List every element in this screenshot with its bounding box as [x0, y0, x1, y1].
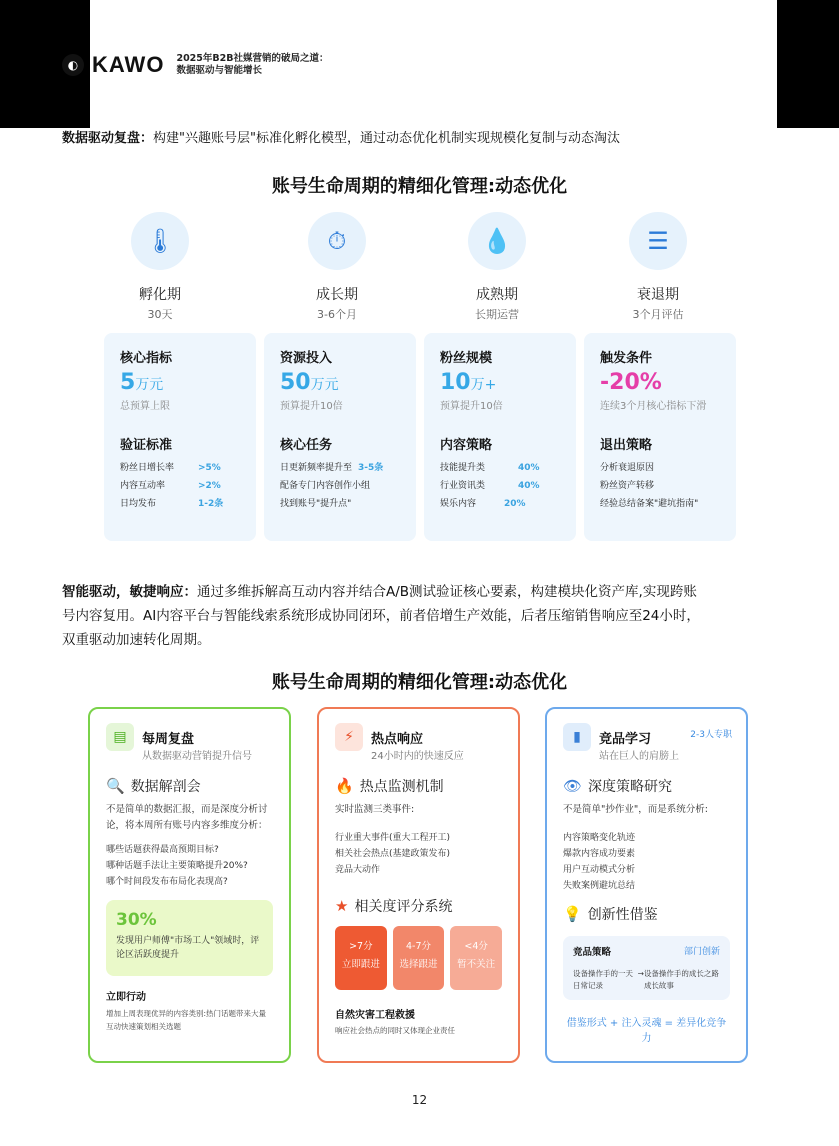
- card-row: 内容互动率 >2%: [120, 481, 221, 491]
- action-text: 增加上周表现优异的内容类别:热门话题带来大量互动快速策划相关选题: [106, 1009, 267, 1031]
- section1-title: 账号生命周期的精细化管理:动态优化: [271, 176, 568, 197]
- header-subtitle-line2: 数据驱动与智能增长: [176, 65, 262, 76]
- card-mature: [424, 333, 576, 541]
- example-text: 响应社会热点的同时又体现企业责任: [335, 1026, 455, 1035]
- stage-decline: [598, 212, 718, 322]
- card-metric: 5万元: [120, 370, 164, 395]
- intro2-text: 通过多维拆解高互动内容并结合A/B测试验证核心要素，构建模块化资产库,实现跨账号内容复用。AI内容平台与智能线索系统形成协同闭环，前者倍增生产效能，后者压缩销售响应至24小时，双重驱动加速转化周期。: [62, 584, 700, 648]
- descending-bars-icon: ☰: [629, 212, 687, 270]
- stage-growth: [277, 212, 397, 322]
- panel-subtitle: 站在巨人的肩膀上: [599, 751, 679, 762]
- card-row: 分析衰退原因: [600, 463, 655, 473]
- list-item: 哪种话题手法让主要策略提升20%?: [106, 861, 248, 871]
- panel-text: 实时监测三类事件:: [335, 804, 415, 815]
- intro-paragraph-2: [62, 580, 702, 652]
- eye-icon: 👁: [563, 777, 583, 795]
- card-row: 找到账号"提升点": [280, 499, 352, 509]
- lightning-icon: ⚡: [335, 723, 363, 751]
- panel-heading-2: 💡 创新性借鉴: [563, 905, 658, 923]
- panel-list: [106, 842, 273, 890]
- card-heading: 触发条件: [600, 351, 653, 366]
- stage-duration: 3-6个月: [317, 308, 357, 321]
- list-item: 行业重大事件(重大工程开工): [335, 833, 451, 843]
- stage-name: 衰退期: [637, 287, 679, 303]
- panel-subtitle: 从数据驱动营销提升信号: [142, 751, 252, 762]
- stage-name: 成长期: [316, 287, 358, 303]
- stage-incubation: [100, 212, 220, 322]
- flame-icon: 🔥: [335, 777, 354, 795]
- list-item: 哪些话题获得最高预期目标?: [106, 845, 219, 855]
- card-heading: 核心指标: [120, 351, 173, 366]
- thermometer-icon: 🌡: [131, 212, 189, 270]
- flow-left: 设备操作手的一天 日常记录: [573, 969, 633, 990]
- panel-hot-response: [317, 707, 520, 1063]
- card-incubation: [104, 333, 256, 541]
- intro2-lead: 智能驱动，敏捷响应：: [62, 584, 197, 600]
- score-box-high: >7分 立即跟进: [335, 926, 387, 990]
- card-note: 预算提升10倍: [440, 401, 503, 412]
- card-metric: 10万+: [440, 370, 497, 395]
- score-row: [335, 926, 502, 990]
- list-item: 哪个时间段发布布局化表现高?: [106, 877, 228, 887]
- panel-competitor-study: [545, 707, 748, 1063]
- panel-title: 竞品学习: [599, 731, 652, 747]
- panel-weekly-review: [88, 707, 291, 1063]
- card-row: 行业资讯类 40%: [440, 481, 540, 491]
- card-row: 经验总结备案"避坑指南": [600, 499, 699, 509]
- book-icon: ▮: [563, 723, 591, 751]
- page-number: 12: [411, 1093, 428, 1107]
- stage-name: 成熟期: [476, 287, 518, 303]
- header-subtitle: [176, 53, 328, 77]
- flow-right: 设备操作手的成长之路 成长故事: [643, 969, 719, 990]
- card-row: 粉丝日增长率 >5%: [120, 463, 221, 473]
- card-row: 粉丝资产转移: [600, 481, 655, 491]
- card-growth: [264, 333, 416, 541]
- panel-heading-2: ★ 相关度评分系统: [335, 897, 453, 915]
- kawo-logo-icon: ◐: [62, 54, 84, 76]
- list-item: 失败案例避坑总结: [563, 881, 636, 891]
- panel-heading: 🔥 热点监测机制: [335, 777, 444, 795]
- score-box-low: <4分 暂不关注: [450, 926, 502, 990]
- card-row: 娱乐内容 20%: [440, 499, 526, 509]
- stage-duration: 30天: [147, 308, 173, 321]
- list-item: 相关社会热点(基建政策发布): [335, 849, 451, 859]
- card-decline: [584, 333, 736, 541]
- panel-list: [563, 830, 730, 894]
- card-note: 连续3个月核心指标下滑: [600, 401, 707, 412]
- lifecycle-stages: [100, 212, 740, 322]
- stage-duration: 3个月评估: [632, 308, 684, 321]
- intro-paragraph-1: [62, 127, 782, 146]
- document-icon: ▤: [106, 723, 134, 751]
- search-icon: 🔍: [106, 777, 125, 795]
- star-icon: ★: [335, 897, 349, 915]
- water-drop-icon: 💧: [468, 212, 526, 270]
- panel-list: [335, 830, 502, 878]
- card-row: 配备专门内容创作小组: [280, 481, 371, 491]
- highlight-number: 30%: [116, 910, 157, 930]
- card-subheading: 退出策略: [600, 438, 653, 453]
- action-heading: 立即行动: [106, 992, 146, 1003]
- card-note: 预算提升10倍: [280, 401, 343, 412]
- highlight-text: 发现用户师傅"市场工人"领域时，评论区活跃度提升: [116, 936, 260, 960]
- stage-cards: [104, 333, 736, 541]
- stopwatch-icon: ⏱: [308, 212, 366, 270]
- card-metric: 50万元: [280, 370, 339, 395]
- panel-subtitle: 24小时内的快速反应: [371, 751, 464, 762]
- example-heading: 自然灾害工程救援: [335, 1010, 415, 1021]
- panel-footer-formula: 借鉴形式 + 注入灵魂 = 差异化竞争力: [566, 1018, 727, 1044]
- panel-title: 每周复盘: [142, 731, 195, 747]
- panel-title: 热点响应: [371, 731, 424, 747]
- card-note: 总预算上限: [120, 401, 170, 412]
- highlight-box: [106, 900, 273, 976]
- arrow-right-icon: →: [637, 969, 644, 978]
- score-box-mid: 4-7分 选择跟进: [393, 926, 445, 990]
- stage-mature: [437, 212, 557, 322]
- logo-text: KAWO: [92, 52, 165, 77]
- card-heading: 粉丝规模: [440, 351, 493, 366]
- card-metric: -20%: [600, 370, 662, 395]
- list-item: 内容策略变化轨迹: [563, 833, 636, 843]
- card-heading: 资源投入: [280, 351, 333, 366]
- panel-text: 不是简单"抄作业"，而是系统分析:: [563, 804, 708, 815]
- comparison-flow: [573, 968, 720, 992]
- comparison-tag: 部门创新: [683, 947, 720, 957]
- card-subheading: 验证标准: [120, 438, 173, 453]
- strategy-panels: [88, 707, 748, 1063]
- header-subtitle-line1: 2025年B2B社媒营销的破局之道：: [176, 53, 329, 64]
- comparison-heading: 竞品策略: [573, 947, 612, 958]
- list-item: 爆款内容成功要素: [563, 849, 636, 859]
- panel-text: 不是简单的数据汇报，而是深度分析讨论，将本周所有账号内容多维度分析：: [106, 804, 268, 831]
- stage-duration: 长期运营: [475, 308, 519, 321]
- comparison-box: [563, 936, 730, 1000]
- corner-block-right: [777, 0, 839, 128]
- card-row: 技能提升类 40%: [440, 463, 540, 473]
- panel-heading: 🔍 数据解剖会: [106, 777, 201, 795]
- card-subheading: 内容策略: [440, 438, 493, 453]
- card-row: 日均发布 1-2条: [120, 499, 224, 509]
- card-subheading: 核心任务: [280, 438, 333, 453]
- page-header: [62, 52, 329, 78]
- panel-heading: 👁 深度策略研究: [563, 777, 673, 795]
- section2-title: 账号生命周期的精细化管理:动态优化: [271, 672, 568, 693]
- lightbulb-icon: 💡: [563, 905, 582, 923]
- panel-tag: 2-3人专职: [690, 730, 732, 740]
- list-item: 竞品大动作: [335, 865, 381, 875]
- list-item: 用户互动模式分析: [563, 865, 636, 875]
- card-row: 日更新频率提升至 3-5条: [280, 463, 384, 473]
- stage-name: 孵化期: [139, 287, 181, 303]
- intro1-text: 构建"兴趣账号层"标准化孵化模型，通过动态优化机制实现规模化复制与动态淘汰: [153, 131, 620, 146]
- intro1-lead: 数据驱动复盘：: [62, 131, 154, 146]
